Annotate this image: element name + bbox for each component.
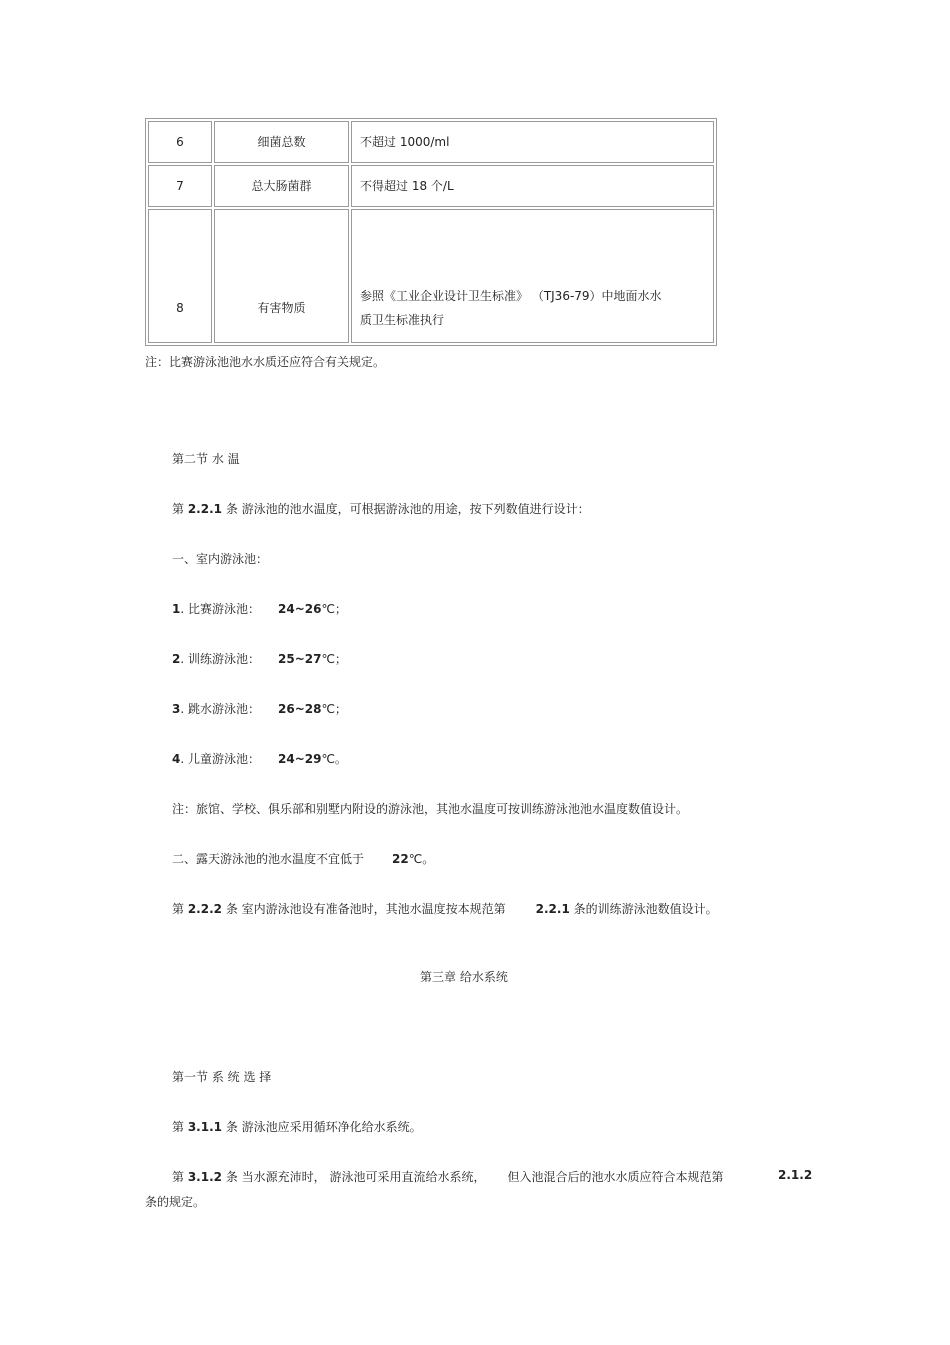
article-3-1-1 <box>172 1118 422 1135</box>
temp-item-index: 3 <box>172 702 181 716</box>
temp-item-range: 25~27 <box>278 652 322 666</box>
article-number: 3.1.2 <box>187 1170 222 1184</box>
temp-item-unit: ℃； <box>321 602 347 616</box>
temp-item-label: . 儿童游泳池： <box>180 752 260 766</box>
outdoor-pool-value: 22 <box>392 852 409 866</box>
temp-item <box>172 650 347 667</box>
article-tail: 条的训练游泳池数值设计。 <box>569 902 718 916</box>
temp-item <box>172 700 347 717</box>
article-prefix: 第 <box>172 1170 188 1184</box>
outdoor-pool-text: 二、露天游泳池的池水温度不宜低于 <box>172 852 365 866</box>
section-title-water-temperature: 第二节 水 温 <box>172 452 240 466</box>
table-row <box>148 121 714 163</box>
temp-item-label: . 跳水游泳池： <box>180 702 260 716</box>
temp-item-unit: ℃； <box>321 702 347 716</box>
temp-item-index: 4 <box>172 752 181 766</box>
temp-item-range: 24~26 <box>278 602 322 616</box>
water-quality-table <box>145 118 717 346</box>
article-reference: 2.2.1 <box>535 902 570 916</box>
row-item-name: 有害物质 <box>214 209 349 343</box>
table-note: 注：比赛游泳池池水水质还应符合有关规定。 <box>145 355 386 369</box>
temp-item <box>172 750 347 767</box>
row-item-value <box>351 209 714 343</box>
article-prefix: 第 <box>172 902 188 916</box>
indoor-pool-heading: 一、室内游泳池： <box>172 552 269 566</box>
temp-item-range: 24~29 <box>278 752 322 766</box>
row-item-value: 不得超过 18 个/L <box>351 165 714 207</box>
row-item-value-line1: 参照《工业企业设计卫生标准》 （TJ36-79）中地面水水 <box>360 289 662 303</box>
hotel-pool-note: 注：旅馆、学校、俱乐部和别墅内附设的游泳池，其池水温度可按训练游泳池池水温度数值设计。 <box>172 802 689 816</box>
section-title-system-selection: 第一节 系 统 选 择 <box>172 1070 272 1084</box>
article-reference: 2.1.2 <box>778 1168 813 1182</box>
temp-item-label: . 训练游泳池： <box>180 652 260 666</box>
article-number: 3.1.1 <box>187 1120 222 1134</box>
temp-item <box>172 600 347 617</box>
outdoor-pool-line <box>172 850 434 867</box>
temp-item-range: 26~28 <box>278 702 322 716</box>
row-item-name: 细菌总数 <box>214 121 349 163</box>
article-3-1-2 <box>172 1168 723 1185</box>
temp-item-index: 1 <box>172 602 181 616</box>
temp-item-index: 2 <box>172 652 181 666</box>
temp-item-unit: ℃。 <box>321 752 347 766</box>
row-number: 7 <box>148 165 212 207</box>
chapter-title: 第三章 给水系统 <box>420 970 508 984</box>
row-item-name: 总大肠菌群 <box>214 165 349 207</box>
article-prefix: 第 <box>172 502 188 516</box>
row-item-value-line2: 质卫生标准执行 <box>360 313 445 327</box>
article-text: 条 室内游泳池设有准备池时，其池水温度按本规范第 <box>222 902 506 916</box>
article-number: 2.2.1 <box>187 502 222 516</box>
article-prefix: 第 <box>172 1120 188 1134</box>
row-item-value: 不超过 1000/ml <box>351 121 714 163</box>
temp-item-unit: ℃； <box>321 652 347 666</box>
temp-item-label: . 比赛游泳池： <box>180 602 260 616</box>
article-text: 条 当水源充沛时， 游泳池可采用直流给水系统， <box>222 1170 486 1184</box>
row-number: 6 <box>148 121 212 163</box>
article-text: 条 游泳池的池水温度，可根据游泳池的用途，按下列数值进行设计： <box>222 502 590 516</box>
table-row <box>148 165 714 207</box>
article-2-2-1 <box>172 500 590 517</box>
row-number: 8 <box>148 209 212 343</box>
outdoor-pool-unit: ℃。 <box>408 852 435 866</box>
article-text: 条 游泳池应采用循环净化给水系统。 <box>222 1120 422 1134</box>
table-row <box>148 209 714 343</box>
article-number: 2.2.2 <box>187 902 222 916</box>
article-text-continued: 但入池混合后的池水水质应符合本规范第 <box>507 1170 724 1184</box>
article-2-2-2 <box>172 900 718 917</box>
article-3-1-2-continuation: 条的规定。 <box>145 1195 206 1209</box>
